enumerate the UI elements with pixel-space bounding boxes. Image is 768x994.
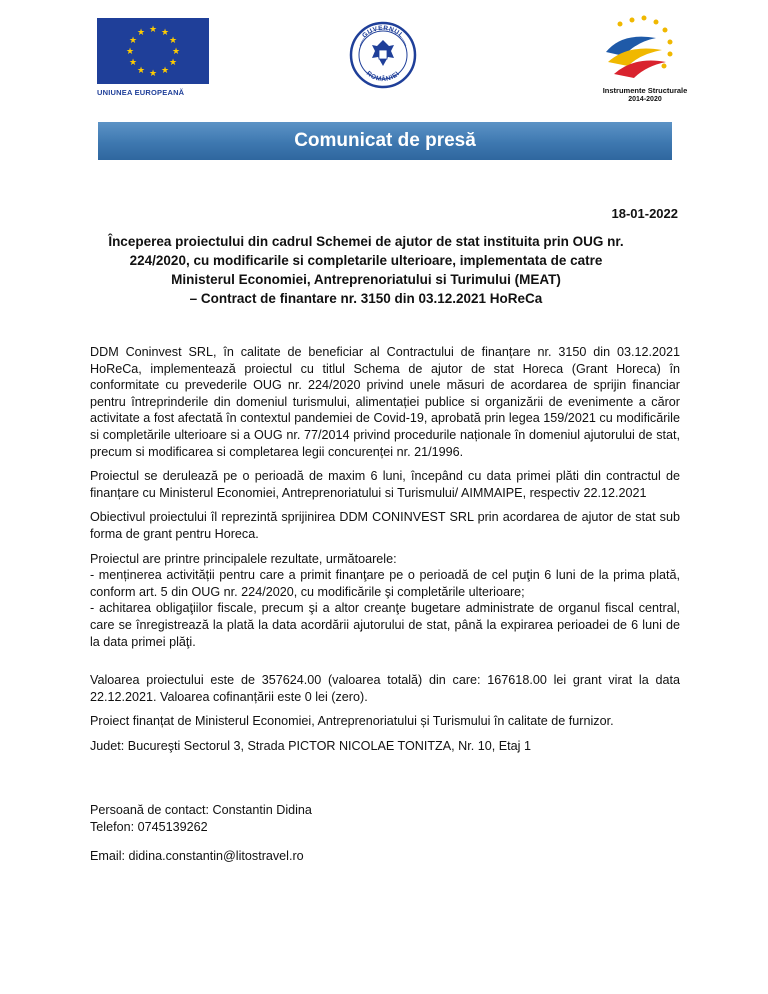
results-item: - menținerea activității pentru care a primit finanţare pe o perioadă de cel puţin 6 luni de la prima plată, conform art. 5 din OUG nr. 224/2020, cu modificările şi completările ulterioare; <box>90 568 680 599</box>
svg-text:★: ★ <box>168 35 178 45</box>
svg-text:★: ★ <box>128 35 138 45</box>
paragraph-address: Judet: Bucureşti Sectorul 3, Strada PICTOR NICOLAE TONITZA, Nr. 10, Etaj 1 <box>90 738 531 753</box>
release-date: 18-01-2022 <box>611 206 678 221</box>
svg-text:★: ★ <box>148 24 158 34</box>
paragraph-results <box>90 551 680 651</box>
results-intro: Proiectul are printre principalele rezultate, următoarele: <box>90 551 397 566</box>
eu-logo <box>97 18 209 98</box>
title-line: Începerea proiectului din cadrul Schemei de ajutor de stat instituita prin OUG nr. <box>108 234 624 249</box>
contact-phone: Telefon: 0745139262 <box>90 820 208 834</box>
contact-email: Email: didina.constantin@litostravel.ro <box>90 849 304 863</box>
svg-text:★: ★ <box>125 46 135 56</box>
svg-text:★: ★ <box>136 27 146 37</box>
eu-caption: UNIUNEA EUROPEANĂ <box>97 88 185 97</box>
is-caption-period: 2014-2020 <box>628 96 662 103</box>
document-title <box>96 232 636 308</box>
svg-text:GUVERNUL <box>361 25 405 40</box>
svg-text:★: ★ <box>160 65 170 75</box>
seal-top-text: GUVERNUL <box>361 24 405 40</box>
paragraph-value: Valoarea proiectului este de 357624.00 (valoarea totală) din care: 167618.00 lei grant virat la data 22.12.2021. Valoarea cofinanțării este 0 lei (zero). <box>90 673 680 704</box>
paragraph-beneficiary: DDM Coninvest SRL, în calitate de beneficiar al Contractului de finanțare nr. 3150 din 03.12.2021 HoReCa, implementează proiectul cu titlul Schema de ajutor de stat Horeca (Grant Horeca) în conformitate cu prevederile OUG nr. 224/2020 privind unele măsuri de acordarea de sprijin financiar pentru întreprinderile din domeniul turismului, alimentației publice si organizării de evenimente a căror activitate a fost afectată în contextul pandemiei de Covid-19, aprobată prin legea 159/2021 cu modificările si completările ulterioare si a OUG nr. 77/2014 privind procedurile naționale în domeniul ajutorului de stat, precum si modificarea si completarea legii concurenței nr. 21/1996. <box>90 345 680 459</box>
svg-text:★: ★ <box>168 57 178 67</box>
results-item: - achitarea obligaţiilor fiscale, precum şi a altor creanţe bugetare administrate de organul fiscal central, care se înregistrează la plată la data acordării ajutorului de stat, până la expirarea perioadei de 6 luni de la data primei plăţi. <box>90 601 680 649</box>
title-line: – Contract de finantare nr. 3150 din 03.12.2021 HoReCa <box>189 291 543 306</box>
press-release-banner: Comunicat de presă <box>98 122 672 160</box>
government-seal-text <box>348 20 418 90</box>
title-line: 224/2020, cu modificarile si completarile ulterioare, implementata de catre <box>129 253 603 268</box>
svg-text:★: ★ <box>171 46 181 56</box>
svg-text:★: ★ <box>136 65 146 75</box>
seal-bottom-text: ROMÂNIEI <box>364 70 402 84</box>
svg-text:★: ★ <box>160 27 170 37</box>
is-caption-title: Instrumente Structurale <box>602 86 688 95</box>
document-body <box>90 344 680 762</box>
svg-text:★: ★ <box>148 68 158 78</box>
contact-block <box>90 802 680 865</box>
paragraph-funding: Proiect finanțat de Ministerul Economiei, Antreprenoriatului și Turismului în calitate de furnizor. <box>90 714 614 729</box>
eu-flag-icon <box>97 18 209 84</box>
contact-person: Persoană de contact: Constantin Didina <box>90 803 312 817</box>
svg-text:★: ★ <box>128 57 138 67</box>
paragraph-duration: Proiectul se derulează pe o perioadă de maxim 6 luni, începând cu data primei plăti din contractul de finanțare cu Ministerul Economiei, Antreprenoriatului si Turismului/ AIMMAIPE, respectiv 22.12.2021 <box>90 469 680 500</box>
title-line: Ministerul Economiei, Antreprenoriatului si Turimului (MEAT) <box>171 272 561 287</box>
paragraph-objective: Obiectivul proiectului îl reprezintă sprijinirea DDM CONINVEST SRL prin acordarea de ajutor de stat sub forma de grant pentru Horeca. <box>90 510 680 541</box>
svg-text:ROMÂNIEI <box>365 70 401 83</box>
